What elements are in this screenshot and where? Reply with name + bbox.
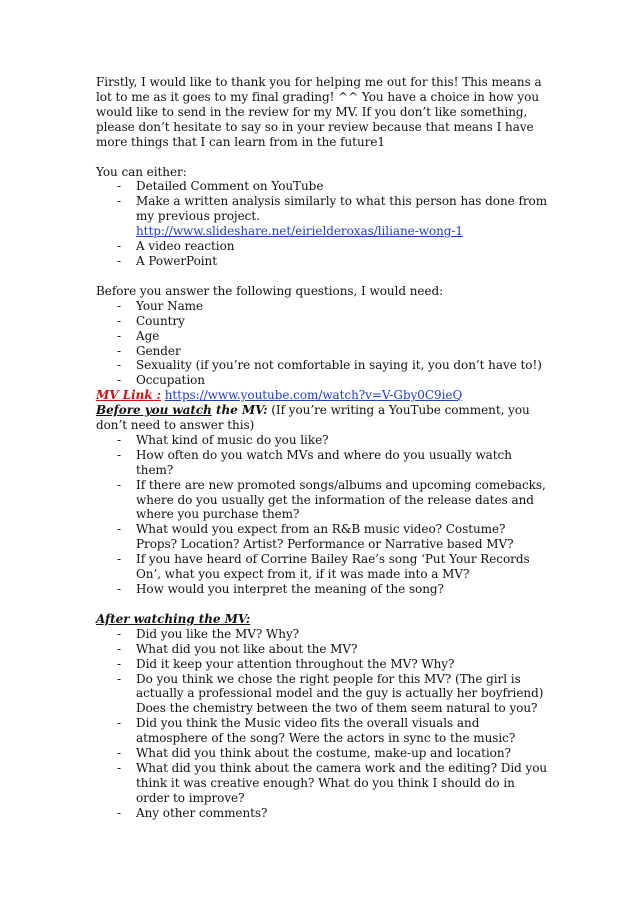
requirements-list <box>96 299 548 388</box>
list-item: - Did you like the MV? Why? <box>96 627 548 642</box>
list-item: - What would you expect from an R&B music video? Costume? Props? Location? Artist? Performance or Narrative based MV? <box>96 522 548 552</box>
list-item: - How often do you watch MVs and where do you usually watch them? <box>96 448 548 478</box>
list-item: - If there are new promoted songs/albums and upcoming comebacks, where do you usually get the information of the release dates and where you purchase them? <box>96 478 548 523</box>
mv-link-label: MV Link : <box>96 388 161 403</box>
list-item-text: Make a written analysis similarly to what this person has done from my previous project. <box>136 194 548 224</box>
spacer <box>96 269 548 284</box>
list-item: - Occupation <box>96 373 548 388</box>
requirements-heading: Before you answer the following questions, I would need: <box>96 283 444 298</box>
spacer <box>96 150 548 165</box>
list-item: - Detailed Comment on YouTube <box>96 179 548 194</box>
list-item: - Any other comments? <box>96 806 548 821</box>
list-item: - How would you interpret the meaning of the song? <box>96 582 548 597</box>
list-item: - Your Name <box>96 299 548 314</box>
before-heading-line <box>96 403 548 433</box>
list-item: - What did you not like about the MV? <box>96 642 548 657</box>
list-item: - What did you think about the camera work and the editing? Did you think it was creative enough? What do you think I should do in order to improve? <box>96 761 548 806</box>
before-note: (If you’re writing a YouTube comment, you don’t need to answer this) <box>96 403 530 433</box>
before-questions-list <box>96 433 548 597</box>
list-item: - A PowerPoint <box>96 254 548 269</box>
after-questions-list <box>96 627 548 821</box>
list-item: - What kind of music do you like? <box>96 433 548 448</box>
before-heading: Before you watch <box>96 403 212 418</box>
list-item: - Did you think the Music video fits the overall visuals and atmosphere of the song? Were the actors in sync to the music? <box>96 716 548 746</box>
list-item: - What did you think about the costume, make-up and location? <box>96 746 548 761</box>
list-item: - Do you think we chose the right people for this MV? (The girl is actually a professional model and the guy is actually her boyfriend) Does the chemistry between the two of them seem natural to you? <box>96 672 548 717</box>
options-list <box>96 179 548 268</box>
list-item: - Did it keep your attention throughout the MV? Why? <box>96 657 548 672</box>
list-item <box>96 194 548 239</box>
spacer <box>96 597 548 612</box>
list-item: - Country <box>96 314 548 329</box>
list-item: - Sexuality (if you’re not comfortable in saying it, you don’t have to!) <box>96 358 548 373</box>
document-page <box>96 75 548 821</box>
mv-link-line <box>96 388 548 403</box>
intro-paragraph: Firstly, I would like to thank you for helping me out for this! This means a lot to me as it goes to my final grading! ^^ You have a choice in how you would like to send in the review for my MV. If you don’t like something, please don’t hesitate to say so in your review because that means I have more things that I can learn from in the future1 <box>96 75 542 149</box>
slideshare-link[interactable]: http://www.slideshare.net/eirielderoxas/liliane-wong-1 <box>136 224 464 239</box>
youtube-link[interactable]: https://www.youtube.com/watch?v=V-Gby0C9ieQ <box>164 388 463 403</box>
list-item: - A video reaction <box>96 239 548 254</box>
before-heading-tail: the MV: <box>211 403 268 418</box>
after-heading: After watching the MV: <box>96 611 251 626</box>
list-item: - Age <box>96 329 548 344</box>
list-item: - Gender <box>96 344 548 359</box>
options-heading: You can either: <box>96 164 187 179</box>
list-item: - If you have heard of Corrine Bailey Rae’s song ‘Put Your Records On’, what you expect from it, if it was made into a MV? <box>96 552 548 582</box>
